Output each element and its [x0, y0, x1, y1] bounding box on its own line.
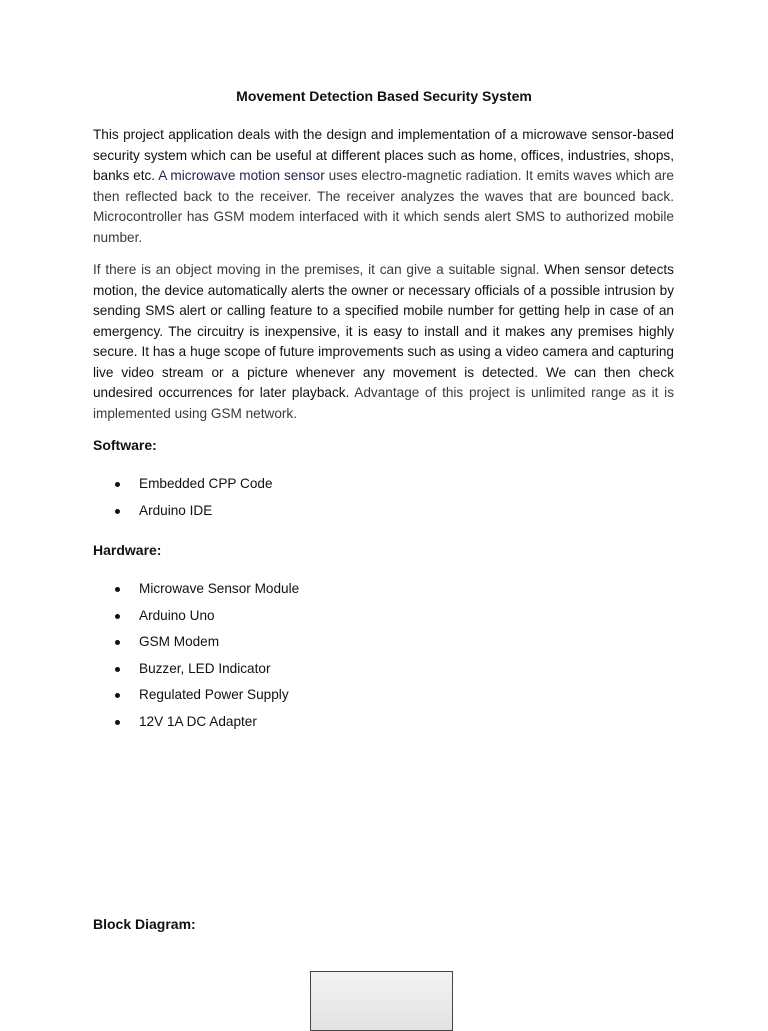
hardware-heading: Hardware:: [93, 542, 162, 558]
list-item-label: 12V 1A DC Adapter: [139, 713, 257, 729]
list-item-label: Buzzer, LED Indicator: [139, 660, 271, 676]
list-item: [93, 659, 299, 686]
list-item: [93, 606, 299, 633]
intro-paragraph-part1: This project application deals with the design and implementation of a microwave sensor-based security system which can be useful at different places such as home, offices, industries, shops, banks etc.: [93, 127, 674, 183]
list-item-label: Regulated Power Supply: [139, 687, 289, 703]
list-item: [93, 501, 273, 528]
bullet-icon: [115, 667, 120, 672]
details-paragraph-part1: If there is an object moving in the premises, it can give a suitable signal.: [93, 262, 540, 277]
intro-paragraph-part2: A microwave motion sensor: [155, 168, 325, 183]
list-item-label: GSM Modem: [139, 634, 220, 650]
list-item-label: Arduino IDE: [139, 502, 213, 518]
hardware-list: [93, 579, 299, 739]
block-diagram-heading: Block Diagram:: [93, 916, 196, 932]
list-item: [93, 579, 299, 606]
bullet-icon: [115, 720, 120, 725]
intro-paragraph: [93, 125, 674, 248]
list-item-label: Microwave Sensor Module: [139, 581, 300, 596]
bullet-icon: [115, 482, 120, 487]
software-heading: Software:: [93, 437, 157, 453]
document-title: Movement Detection Based Security System: [236, 88, 532, 104]
details-paragraph-part3: Advantage of this project is unlimited range as it is implemented using GSM network.: [93, 385, 674, 421]
list-item: [93, 712, 299, 739]
list-item: [93, 632, 299, 659]
bullet-icon: [115, 587, 120, 592]
bullet-icon: [115, 614, 120, 619]
bullet-icon: [115, 509, 120, 514]
list-item-label: Embedded CPP Code: [139, 476, 273, 491]
list-item: [93, 685, 299, 712]
intro-paragraph-part3: uses electro-magnetic radiation. It emits waves which are then reflected back to the receiver. The receiver analyzes the waves that are bounced back. Microcontroller has GSM modem interfaced with it which sends alert SMS to authorized mobile number.: [93, 168, 674, 245]
bullet-icon: [115, 693, 120, 698]
software-list: [93, 474, 273, 527]
bullet-icon: [115, 640, 120, 645]
block-diagram-box: [310, 971, 453, 1031]
list-item: [93, 474, 273, 501]
details-paragraph-part2: When sensor detects motion, the device automatically alerts the owner or necessary officials of a possible intrusion by sending SMS alert or calling feature to a specified mobile number for getting help in case of an emergency. The circuitry is inexpensive, it is easy to install and it makes any premises highly secure. It has a huge scope of future improvements such as using a video camera and capturing live video stream or a picture whenever any movement is detected. We can then check undesired occurrences for later playback.: [93, 262, 674, 400]
list-item-label: Arduino Uno: [139, 607, 215, 623]
details-paragraph: [93, 260, 674, 424]
